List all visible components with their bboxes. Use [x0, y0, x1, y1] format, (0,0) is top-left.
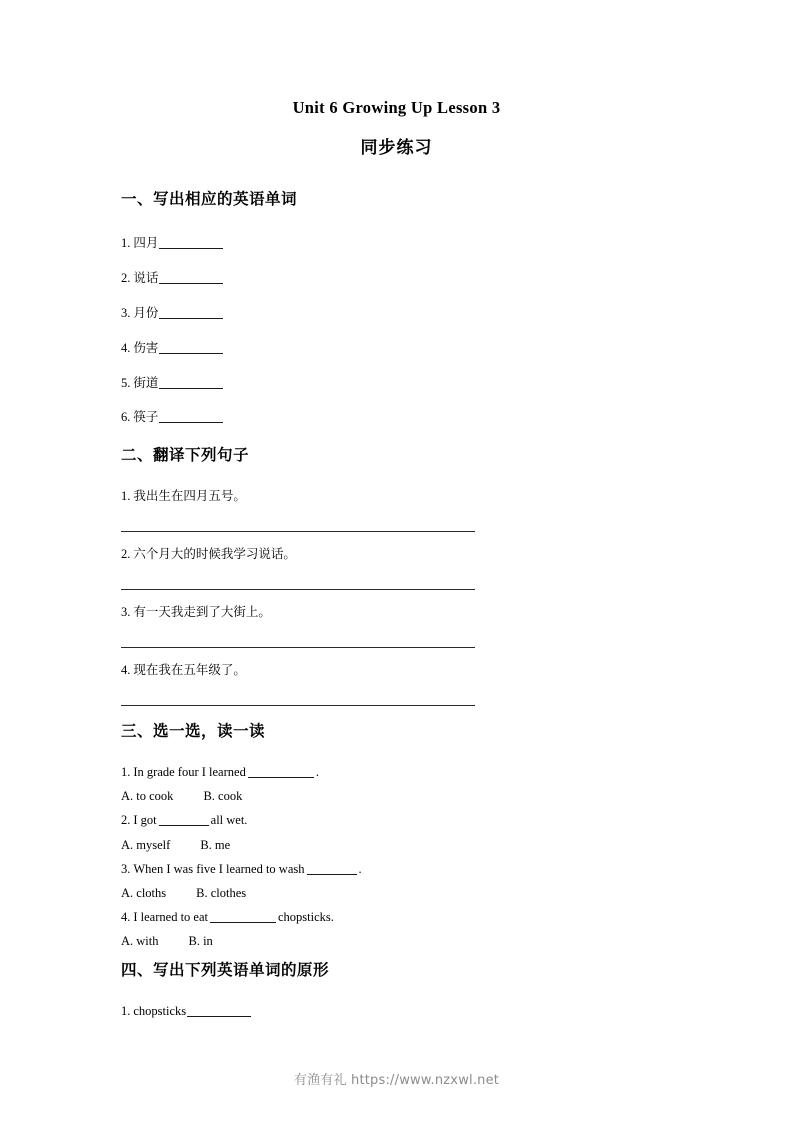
item-number: 2. [121, 813, 131, 827]
fill-blank-item [121, 410, 223, 425]
item-number: 1. [121, 236, 131, 250]
section-heading-4: 四、写出下列英语单词的原形 [121, 961, 330, 979]
choice-question-stem [121, 765, 319, 780]
item-text: 我出生在四月五号。 [133, 489, 246, 503]
answer-blank[interactable] [187, 1016, 251, 1017]
stem-before: I learned to eat [133, 910, 208, 924]
translate-item [121, 547, 296, 562]
answer-blank[interactable] [159, 318, 223, 319]
answer-blank[interactable] [159, 248, 223, 249]
answer-line[interactable] [121, 531, 475, 532]
answer-line[interactable] [121, 647, 475, 648]
item-text: 街道 [133, 376, 159, 390]
item-text: 四月 [133, 236, 159, 250]
answer-blank[interactable] [159, 283, 223, 284]
option-a[interactable]: A. cloths [121, 886, 167, 900]
item-number: 1. [121, 1004, 131, 1018]
answer-blank[interactable] [307, 874, 357, 875]
item-text: chopsticks [133, 1004, 187, 1018]
answer-blank[interactable] [210, 922, 276, 923]
item-number: 4. [121, 341, 131, 355]
option-b[interactable]: B. in [188, 934, 213, 948]
stem-after: all wet. [210, 813, 248, 827]
item-number: 2. [121, 547, 131, 561]
section-heading-2: 二、翻译下列句子 [121, 446, 250, 464]
answer-blank[interactable] [159, 825, 209, 826]
stem-after: . [315, 765, 319, 779]
item-text: 筷子 [133, 410, 159, 424]
choice-options [121, 838, 230, 853]
item-text: 现在我在五年级了。 [133, 663, 246, 677]
option-b[interactable]: B. cook [203, 789, 243, 803]
translate-item [121, 663, 246, 678]
section-heading-3: 三、选一选，读一读 [121, 722, 266, 740]
fill-blank-item [121, 236, 223, 251]
item-text: 伤害 [133, 341, 159, 355]
page-subtitle: 同步练习 [360, 138, 433, 158]
item-text: 月份 [133, 306, 159, 320]
answer-line[interactable] [121, 589, 475, 590]
translate-item [121, 605, 271, 620]
choice-options [121, 789, 242, 804]
item-text: 说话 [133, 271, 159, 285]
item-number: 6. [121, 410, 131, 424]
stem-before: I got [133, 813, 157, 827]
item-number: 3. [121, 605, 131, 619]
section-heading-1: 一、写出相应的英语单词 [121, 190, 298, 208]
choice-options [121, 886, 246, 901]
stem-before: When I was five I learned to wash [133, 862, 305, 876]
item-number: 4. [121, 663, 131, 677]
answer-line[interactable] [121, 705, 475, 706]
choice-question-stem [121, 813, 247, 828]
stem-after: chopsticks. [277, 910, 334, 924]
option-a[interactable]: A. myself [121, 838, 171, 852]
item-number: 2. [121, 271, 131, 285]
fill-blank-item [121, 341, 223, 356]
item-number: 1. [121, 489, 131, 503]
answer-blank[interactable] [159, 353, 223, 354]
stem-before: In grade four I learned [133, 765, 246, 779]
item-text: 有一天我走到了大街上。 [133, 605, 271, 619]
item-number: 3. [121, 862, 131, 876]
option-a[interactable]: A. to cook [121, 789, 174, 803]
footer-watermark: 有渔有礼 https://www.nzxwl.net [293, 1073, 500, 1088]
fill-blank-item [121, 376, 223, 391]
choice-options [121, 934, 213, 949]
base-form-item [121, 1004, 251, 1019]
answer-blank[interactable] [248, 777, 314, 778]
fill-blank-item [121, 271, 223, 286]
option-a[interactable]: A. with [121, 934, 159, 948]
item-number: 5. [121, 376, 131, 390]
stem-after: . [358, 862, 362, 876]
choice-question-stem [121, 862, 362, 877]
answer-blank[interactable] [159, 422, 223, 423]
item-number: 4. [121, 910, 131, 924]
item-text: 六个月大的时候我学习说话。 [133, 547, 296, 561]
item-number: 3. [121, 306, 131, 320]
answer-blank[interactable] [159, 388, 223, 389]
choice-question-stem [121, 910, 334, 925]
option-b[interactable]: B. me [200, 838, 231, 852]
option-b[interactable]: B. clothes [196, 886, 247, 900]
item-number: 1. [121, 765, 131, 779]
fill-blank-item [121, 306, 223, 321]
page-title: Unit 6 Growing Up Lesson 3 [292, 98, 501, 117]
translate-item [121, 489, 246, 504]
